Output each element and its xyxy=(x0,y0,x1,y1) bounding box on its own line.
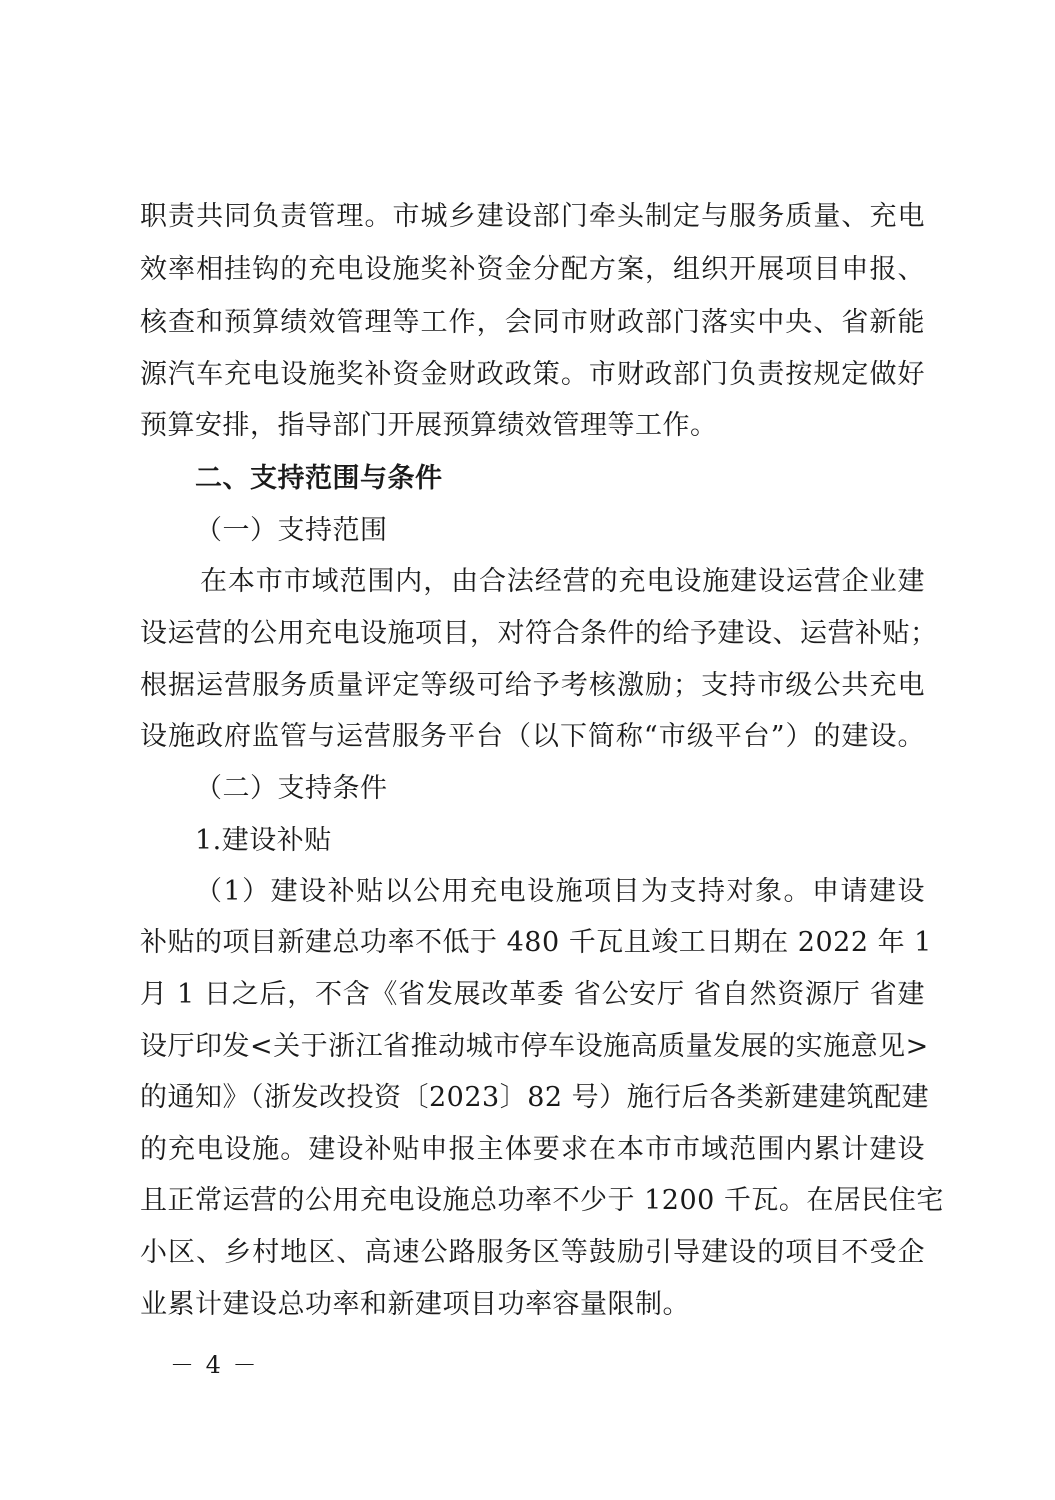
page-number: － 4 － xyxy=(170,1351,259,1379)
body-line: 补贴的项目新建总功率不低于 480 千瓦且竣工日期在 2022 年 1 xyxy=(140,927,932,958)
subsection-heading: （二）支持条件 xyxy=(195,773,388,804)
body-line: 的充电设施。建设补贴申报主体要求在本市市域范围内累计建设 xyxy=(140,1134,925,1165)
subsection-heading: （一）支持范围 xyxy=(195,515,388,546)
body-line: 小区、乡村地区、高速公路服务区等鼓励引导建设的项目不受企 xyxy=(140,1237,925,1268)
body-line: 根据运营服务质量评定等级可给予考核激励；支持市级公共充电 xyxy=(140,670,925,701)
body-line: 在本市市域范围内，由合法经营的充电设施建设运营企业建 xyxy=(200,566,925,597)
body-line: 且正常运营的公用充电设施总功率不少于 1200 千瓦。在居民住宅 xyxy=(140,1185,944,1216)
body-line: 月 1 日之后，不含《省发展改革委 省公安厅 省自然资源厅 省建 xyxy=(140,979,925,1010)
body-line: 设施政府监管与运营服务平台（以下简称“市级平台”）的建设。 xyxy=(140,721,925,752)
body-line: 预算安排，指导部门开展预算绩效管理等工作。 xyxy=(140,410,718,441)
body-line: 效率相挂钩的充电设施奖补资金分配方案，组织开展项目申报、 xyxy=(140,254,925,285)
body-line: 的通知》（浙发改投资〔2023〕82 号）施行后各类新建建筑配建 xyxy=(140,1082,930,1113)
body-line: 核查和预算绩效管理等工作，会同市财政部门落实中央、省新能 xyxy=(140,307,925,338)
section-heading: 二、支持范围与条件 xyxy=(195,463,443,494)
body-line: 业累计建设总功率和新建项目功率容量限制。 xyxy=(140,1289,690,1320)
body-line: 设厅印发<关于浙江省推动城市停车设施高质量发展的实施意见> xyxy=(140,1031,929,1062)
item-heading: 1.建设补贴 xyxy=(195,825,332,856)
body-line: 源汽车充电设施奖补资金财政政策。市财政部门负责按规定做好 xyxy=(140,359,925,390)
body-line: 职责共同负责管理。市城乡建设部门牵头制定与服务质量、充电 xyxy=(140,201,925,232)
body-line: （1）建设补贴以公用充电设施项目为支持对象。申请建设 xyxy=(195,876,925,907)
body-line: 设运营的公用充电设施项目，对符合条件的给予建设、运营补贴； xyxy=(140,618,938,649)
